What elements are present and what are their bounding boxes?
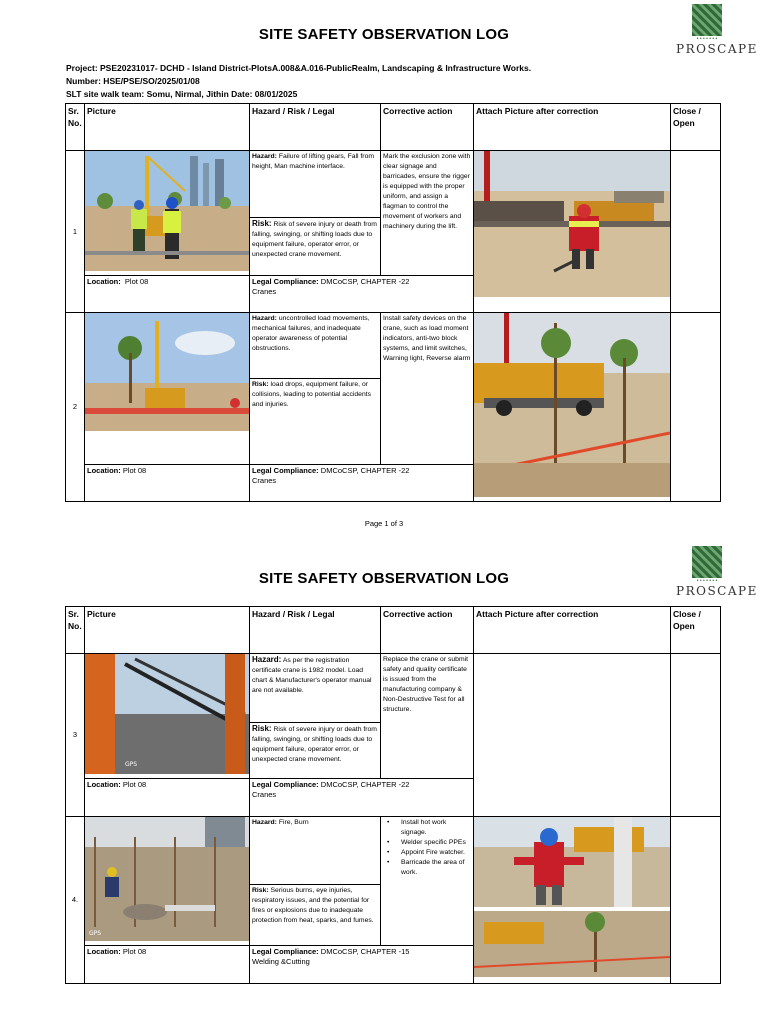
welder-ppe-photo-icon bbox=[474, 817, 670, 977]
hazard-cell: Hazard: As per the registration certificate crane is 1982 model. Load chart & Manufacturer's operator manual are not available. bbox=[250, 654, 381, 723]
page-title: SITE SAFETY OBSERVATION LOG bbox=[258, 570, 510, 587]
location-cell: Location: Plot 08 bbox=[85, 779, 250, 817]
header-attach: Attach Picture after correction bbox=[474, 607, 671, 654]
svg-text:GPS: GPS bbox=[89, 930, 102, 937]
observation-photo bbox=[85, 313, 250, 465]
crane-cab-photo-icon bbox=[85, 654, 249, 774]
welding-site-photo-icon bbox=[85, 817, 249, 941]
risk-cell: Risk: load drops, equipment failure, or collisions, leading to potential accidents and injuries. bbox=[250, 378, 381, 464]
table-row bbox=[66, 817, 721, 885]
team-line: SLT site walk team: Somu, Nirmal, Jithin Date: 08/01/2025 bbox=[66, 89, 298, 99]
crane-tree-photo-icon bbox=[85, 313, 249, 431]
risk-text: Risk of severe injury or death from falling, swinging, or shifting loads due to equipment failure, operator error, or unexpected crane movement. bbox=[252, 725, 377, 763]
legal-cell: Legal Compliance: DMCoCSP, CHAPTER -22 Cranes bbox=[250, 276, 474, 313]
svg-text:GPS: GPS bbox=[125, 761, 138, 768]
legal-cell: Legal Compliance: DMCoCSP, CHAPTER -22 Cranes bbox=[250, 779, 474, 817]
after-correction-photo bbox=[474, 654, 671, 817]
hazard-cell: Hazard: Fire, Burn bbox=[250, 817, 381, 885]
table-row bbox=[66, 654, 721, 723]
observation-photo bbox=[85, 151, 250, 276]
rigger-photo-icon bbox=[474, 151, 670, 297]
header-picture: Picture bbox=[85, 607, 250, 654]
hazard-cell: Hazard: Failure of lifting gears, Fall from height, Man machine interface. bbox=[250, 151, 381, 218]
status-cell bbox=[671, 313, 721, 502]
page-2 bbox=[0, 540, 768, 1024]
header-close: Close / Open bbox=[671, 607, 721, 654]
corrective-cell: Replace the crane or submit safety and quality certificate is issued from the manufacturing company & Non-Destructive Test for all structure. bbox=[381, 654, 474, 779]
status-cell bbox=[671, 151, 721, 313]
corrective-list bbox=[383, 818, 471, 878]
after-correction-photo bbox=[474, 151, 671, 313]
status-cell bbox=[671, 817, 721, 984]
header-corrective: Corrective action bbox=[381, 607, 474, 654]
proscape-logo: • • • • • • • PROSCAPE bbox=[676, 546, 738, 598]
table-row bbox=[66, 151, 721, 218]
hazard-text: uncontrolled load movements, mechanical failures, and inadequate operator awareness of potential obstructions. bbox=[252, 315, 370, 352]
logo-mark-icon bbox=[692, 4, 722, 36]
header-hazard: Hazard / Risk / Legal bbox=[250, 104, 381, 151]
table-row bbox=[66, 313, 721, 379]
list-item: • Welder specific PPEs bbox=[383, 838, 471, 848]
table-header-row bbox=[66, 607, 721, 654]
observation-table-1 bbox=[65, 103, 721, 502]
hazard-cell: Hazard: uncontrolled load movements, mechanical failures, and inadequate operator awareness of potential obstructions. bbox=[250, 313, 381, 379]
row-number: 3 bbox=[66, 654, 85, 817]
page-footer: Page 1 of 3 bbox=[364, 519, 404, 528]
hazard-text: Failure of lifting gears, Fall from height, Man machine interface. bbox=[252, 153, 375, 170]
header-hazard: Hazard / Risk / Legal bbox=[250, 607, 381, 654]
table-header-row bbox=[66, 104, 721, 151]
hazard-text: As per the registration certificate crane is 1982 model. Load chart & Manufacturer's operator manual are not available. bbox=[252, 657, 372, 694]
header-close: Close / Open bbox=[671, 104, 721, 151]
status-cell bbox=[671, 654, 721, 817]
corrective-cell bbox=[381, 817, 474, 946]
risk-cell: Risk: Risk of severe injury or death from falling, swinging, or shifting loads due to equipment failure, operator error, or unexpected crane movement. bbox=[250, 217, 381, 275]
list-item: • Install hot work signage. bbox=[383, 818, 471, 838]
logo-mark-icon bbox=[692, 546, 722, 578]
observation-table-2 bbox=[65, 606, 721, 984]
location-cell: Location: Plot 08 bbox=[85, 465, 250, 502]
risk-text: load drops, equipment failure, or collisions, leading to potential accidents and injuries. bbox=[252, 380, 372, 408]
risk-text: Serious burns, eye injuries, respiratory issues, and the potential for fires or explosions due to inadequate protection from heat, sparks, and fumes. bbox=[252, 886, 374, 924]
observation-photo bbox=[85, 654, 250, 779]
list-item: • Appoint Fire watcher. bbox=[383, 848, 471, 858]
number-line: Number: HSE/PSE/SO/2025/01/08 bbox=[66, 76, 200, 86]
corrective-cell: Install safety devices on the crane, such as load moment indicators, anti-two block systems, and limit switches, Warning light, Reverse alarm bbox=[381, 313, 474, 465]
risk-cell: Risk: Risk of severe injury or death from falling, swinging, or shifting loads due to equipment failure, operator error, or unexpected crane movement. bbox=[250, 722, 381, 778]
header-attach: Attach Picture after correction bbox=[474, 104, 671, 151]
after-correction-photo bbox=[474, 313, 671, 502]
row-number: 2 bbox=[66, 313, 85, 502]
location-cell: Location: Plot 08 bbox=[85, 276, 250, 313]
legal-cell: Legal Compliance: DMCoCSP, CHAPTER -15 Welding &Cutting bbox=[250, 946, 474, 984]
hazard-text: Fire, Burn bbox=[278, 819, 309, 826]
project-line: Project: PSE20231017- DCHD - Island District-PlotsA.008&A.016-PublicRealm, Landscaping & Infrastructure Works. bbox=[66, 63, 532, 73]
corrective-cell: Mark the exclusion zone with clear signage and barricades, ensure the rigger is equipped with the proper uniform, and assign a flagman to control the movement of workers and machinery during the lift. bbox=[381, 151, 474, 276]
page-title: SITE SAFETY OBSERVATION LOG bbox=[258, 26, 510, 43]
row-number: 4. bbox=[66, 817, 85, 984]
proscape-logo: • • • • • • • PROSCAPE bbox=[676, 4, 738, 56]
risk-text: Risk of severe injury or death from falling, swinging, or shifting loads due to equipment failure, operator error, or unexpected crane movement. bbox=[252, 220, 377, 258]
observation-photo bbox=[85, 817, 250, 946]
report-meta bbox=[66, 62, 531, 101]
legal-cell: Legal Compliance: DMCoCSP, CHAPTER -22 Cranes bbox=[250, 465, 474, 502]
location-cell: Location: Plot 08 bbox=[85, 946, 250, 984]
crane-site-photo-icon bbox=[85, 151, 249, 271]
crane-barricade-photo-icon bbox=[474, 313, 670, 497]
risk-cell: Risk: Serious burns, eye injuries, respiratory issues, and the potential for fires or explosions due to inadequate protection from heat, sparks, and fumes. bbox=[250, 884, 381, 945]
after-correction-photo bbox=[474, 817, 671, 984]
header-picture: Picture bbox=[85, 104, 250, 151]
list-item: • Barricade the area of work. bbox=[383, 858, 471, 878]
header-sr: Sr. No. bbox=[66, 607, 85, 654]
header-sr: Sr. No. bbox=[66, 104, 85, 151]
header-corrective: Corrective action bbox=[381, 104, 474, 151]
row-number: 1 bbox=[66, 151, 85, 313]
